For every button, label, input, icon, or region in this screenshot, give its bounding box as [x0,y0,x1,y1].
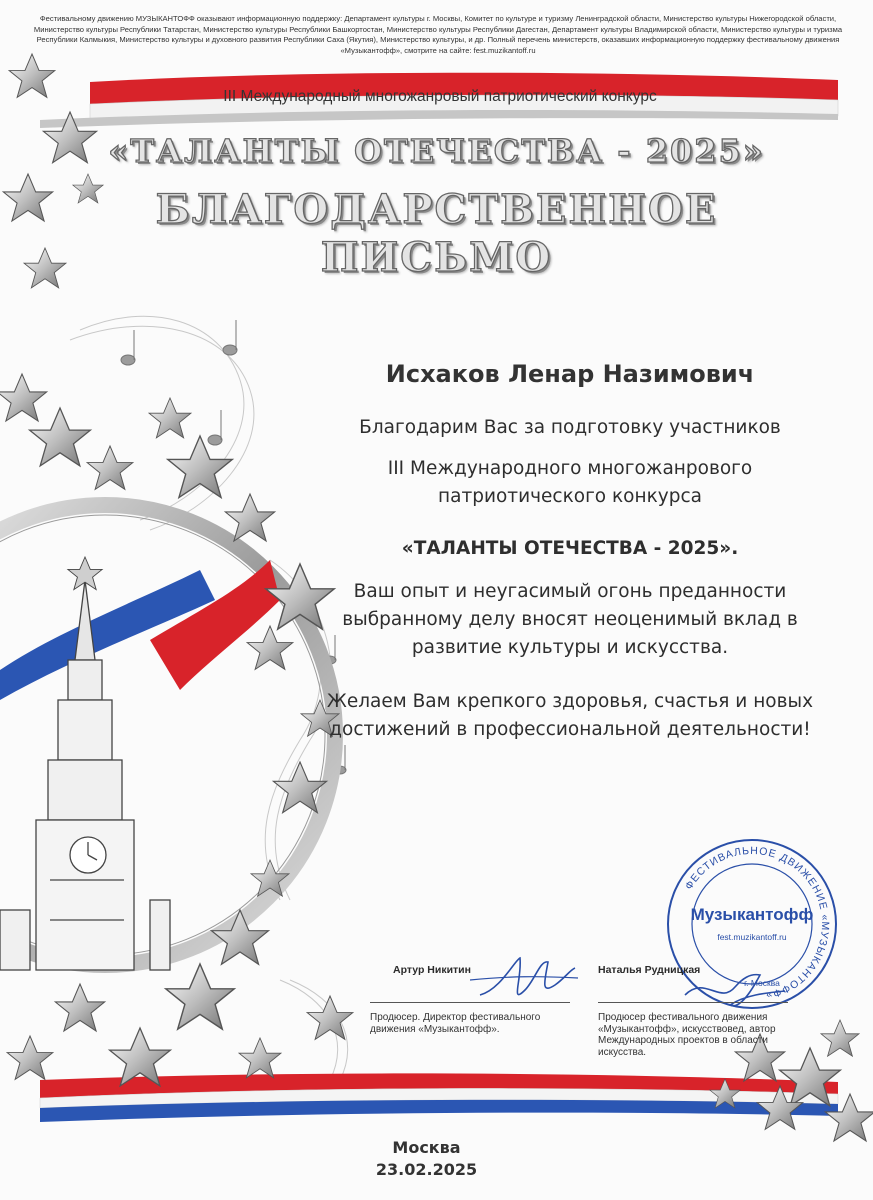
document-title-line1: БЛАГОДАРСТВЕННОЕ [155,186,718,233]
kremlin-medallion [0,505,335,970]
footer-date: 23.02.2025 [375,1160,478,1179]
contest-name-paragraph: «ТАЛАНТЫ ОТЕЧЕСТВА - 2025». [401,538,739,559]
footer-city: Москва [392,1138,461,1157]
document-title-line2: ПИСЬМО [320,234,553,281]
stamp-ring-text: ФЕСТИВАЛЬНОЕ ДВИЖЕНИЕ «МУЗЫКАНТОФФ» [682,844,832,1002]
signatory-2-name: Наталья Рудницкая [598,964,701,976]
thanks-paragraph: Благодарим Вас за подготовку участников [359,417,781,438]
signatory-2-role: Продюсер фестивального движения «Музыкантофф», искусствовед, автор Международных проектов в области искусства. [598,1012,776,1058]
stamp-brand: Музыкантофф [690,905,814,924]
experience-paragraph: Ваш опыт и неугасимый огонь преданности выбранному делу вносят неоценимый вклад в развитие культуры и искусства. [342,581,798,658]
contest-reference-paragraph: III Международного многожанрового патриотического конкурса [387,458,753,507]
stamp-site: fest.muzikantoff.ru [717,932,787,942]
signatory-1-role: Продюсер. Директор фестивального движения «Музыкантофф». [370,1012,541,1035]
signature-1-scribble [470,950,580,1010]
stamp-city: г. Москва [744,978,780,988]
recipient-name: Исхаков Ленар Назимович [385,360,755,388]
contest-title: «ТАЛАНТЫ ОТЕЧЕСТВА - 2025» [108,132,765,170]
signature-2-scribble [680,965,790,1015]
wishes-paragraph: Желаем Вам крепкого здоровья, счастья и новых достижений в профессиональной деятельности! [326,691,814,740]
signatory-1-name: Артур Никитин [393,964,471,976]
contest-subtitle: III Международный многожанровый патриотический конкурс [223,88,657,105]
sponsors-notice: Фестивальному движению МУЗЫКАНТОФФ оказывают информационную поддержку: Департамент культуры г. Москвы, Комитет по культуре и туризму Ленинградской области, Министерство культуры Нижегородской области, Министерство культуры Республики Татарстан, Министерство культуры Республики Башкортостан, Министерство культуры Республики Дагестан, Департамент культуры Владимирской области, Министерство культуры и туризма Республики Калмыкия, Министерство культуры и духовного развития Республики Саха (Якутия), Министерство культуры, и др. Полный перечень министерств, оказавших информационную поддержку фестивальному движения «Музыкантофф», смотрите на сайте: fest.muzikantoff.ru [33,14,843,55]
signature-1-line [370,1002,570,1003]
signature-2-line [598,1002,788,1003]
